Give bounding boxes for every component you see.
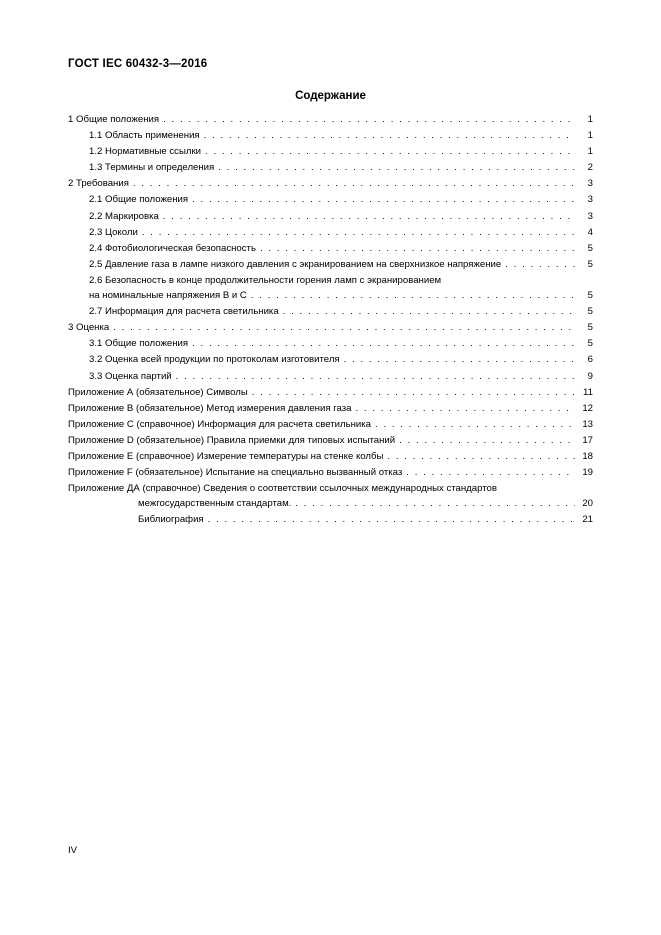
document-standard-number: ГОСТ IEC 60432-3—2016 <box>68 58 208 70</box>
toc-leader-dots <box>387 449 575 464</box>
page-number: IV <box>68 845 78 856</box>
toc-leader-dots <box>406 465 575 480</box>
toc-entry-label: 2.5 Давление газа в лампе низкого давления с экранированием на сверхнизкое напряжение <box>89 258 502 270</box>
toc-entry[interactable] <box>68 176 593 192</box>
toc-leader-dots <box>375 417 575 432</box>
toc-entry-page: 5 <box>587 306 593 318</box>
toc-entry-page: 3 <box>587 194 593 206</box>
toc-entry-page: 2 <box>587 162 593 174</box>
toc-leader-dots <box>204 128 575 143</box>
toc-entry-label: Приложение В (обязательное) Метод измерения давления газа <box>68 402 352 414</box>
toc-entry-page: 5 <box>587 322 593 334</box>
toc-entry-label: Библиография <box>138 514 204 526</box>
toc-entry[interactable] <box>68 481 593 496</box>
toc-entry-label: Приложение А (обязательное) Символы <box>68 386 248 398</box>
toc-leader-dots <box>260 241 575 256</box>
toc-entry-label: 2.3 Цоколи <box>89 226 138 238</box>
toc-entry-label: на номинальные напряжения В и С <box>89 290 247 302</box>
toc-leader-dots <box>205 144 575 159</box>
toc-leader-dots <box>163 209 575 224</box>
toc-entry-label: 2.1 Общие положения <box>89 194 189 206</box>
toc-leader-dots <box>192 336 575 351</box>
toc-entry[interactable] <box>68 417 593 433</box>
toc-leader-dots <box>208 512 575 527</box>
toc-leader-dots <box>218 160 575 175</box>
toc-entry-page: 5 <box>587 290 593 302</box>
toc-entry-page: 5 <box>587 258 593 270</box>
toc-entry-page: 11 <box>583 386 593 398</box>
toc-leader-dots <box>192 192 575 207</box>
toc-entry[interactable] <box>68 449 593 465</box>
toc-entry-page: 3 <box>587 210 593 222</box>
toc-entry-label: 1.1 Область применения <box>89 130 200 142</box>
toc-leader-dots <box>344 352 575 367</box>
toc-entry-page: 18 <box>582 450 593 462</box>
toc-entry-page: 5 <box>587 338 593 350</box>
toc-leader-dots <box>176 369 575 384</box>
toc-leader-dots <box>355 401 575 416</box>
toc-entry[interactable] <box>68 257 593 273</box>
toc-entry-label: 2.4 Фотобиологическая безопасность <box>89 242 256 254</box>
toc-entry-label: 2 Требования <box>68 178 129 190</box>
toc-entry-page: 21 <box>582 514 593 526</box>
toc-entry-label: 3 Оценка <box>68 322 110 334</box>
toc-entry[interactable] <box>68 336 593 352</box>
toc-leader-dots <box>133 176 575 191</box>
toc-leader-dots <box>399 433 575 448</box>
toc-leader-dots <box>283 304 575 319</box>
table-of-contents-title: Содержание <box>295 90 366 102</box>
toc-leader-dots <box>142 225 575 240</box>
toc-entry[interactable] <box>68 401 593 417</box>
toc-entry[interactable] <box>68 288 593 304</box>
toc-entry[interactable] <box>68 128 593 144</box>
toc-entry[interactable] <box>68 160 593 176</box>
toc-leader-dots <box>252 385 575 400</box>
toc-entry-page: 17 <box>582 434 593 446</box>
toc-entry[interactable] <box>68 369 593 385</box>
toc-entry-label: 3.3 Оценка партий <box>89 370 172 382</box>
toc-leader-dots <box>295 496 575 511</box>
toc-entry-page: 6 <box>587 354 593 366</box>
toc-entry-page: 5 <box>587 242 593 254</box>
toc-entry[interactable] <box>68 512 593 528</box>
table-of-contents <box>68 112 593 528</box>
toc-entry-page: 1 <box>587 114 593 125</box>
toc-entry-label: 1.2 Нормативные ссылки <box>89 146 202 158</box>
toc-entry-page: 9 <box>587 370 593 382</box>
toc-entry-page: 1 <box>587 146 593 158</box>
toc-entry-label: Приложение F (обязательное) Испытание на специально вызванный отказ <box>68 467 403 479</box>
toc-entry[interactable] <box>68 192 593 208</box>
toc-entry-label: 3.2 Оценка всей продукции по протоколам изготовителя <box>89 354 340 366</box>
toc-entry-label: Приложение D (обязательное) Правила приемки для типовых испытаний <box>68 434 396 446</box>
toc-entry[interactable] <box>68 352 593 368</box>
toc-entry-label: 2.2 Маркировка <box>89 210 159 222</box>
toc-entry[interactable] <box>68 320 593 336</box>
toc-entry[interactable] <box>68 304 593 320</box>
toc-entry[interactable] <box>68 225 593 241</box>
toc-leader-dots <box>505 257 575 272</box>
toc-entry[interactable] <box>68 209 593 225</box>
toc-entry-page: 13 <box>582 418 593 430</box>
toc-entry-page: 19 <box>582 467 593 479</box>
toc-entry[interactable] <box>68 465 593 481</box>
toc-entry-label: 1 Общие положения <box>68 114 160 125</box>
toc-leader-dots <box>113 320 575 335</box>
toc-entry-label: Приложение ДА (справочное) Сведения о соответствии ссылочных международных стандартов <box>68 483 497 495</box>
toc-entry-label: Приложение С (справочное) Информация для расчета светильника <box>68 418 372 430</box>
toc-entry[interactable] <box>68 273 593 288</box>
toc-entry[interactable] <box>68 144 593 160</box>
toc-entry[interactable] <box>68 496 593 512</box>
toc-entry-page: 4 <box>587 226 593 238</box>
toc-entry[interactable] <box>68 241 593 257</box>
toc-entry-label: межгосударственным стандартам. <box>138 498 292 510</box>
toc-entry-label: 3.1 Общие положения <box>89 338 189 350</box>
toc-entry-label: 2.6 Безопасность в конце продолжительности горения ламп с экранированием <box>89 274 442 286</box>
toc-entry-page: 20 <box>582 498 593 510</box>
toc-entry-page: 3 <box>587 178 593 190</box>
toc-entry-page: 1 <box>587 130 593 142</box>
toc-entry[interactable] <box>68 433 593 449</box>
toc-leader-dots <box>251 288 575 303</box>
toc-entry-label: 1.3 Термины и определения <box>89 162 215 174</box>
toc-entry-label: 2.7 Информация для расчета светильника <box>89 306 279 318</box>
toc-entry-page: 12 <box>582 402 593 414</box>
toc-entry-label: Приложение Е (справочное) Измерение температуры на стенке колбы <box>68 450 384 462</box>
toc-entry[interactable] <box>68 385 593 401</box>
toc-entry[interactable] <box>68 112 593 128</box>
toc-leader-dots <box>163 112 575 127</box>
